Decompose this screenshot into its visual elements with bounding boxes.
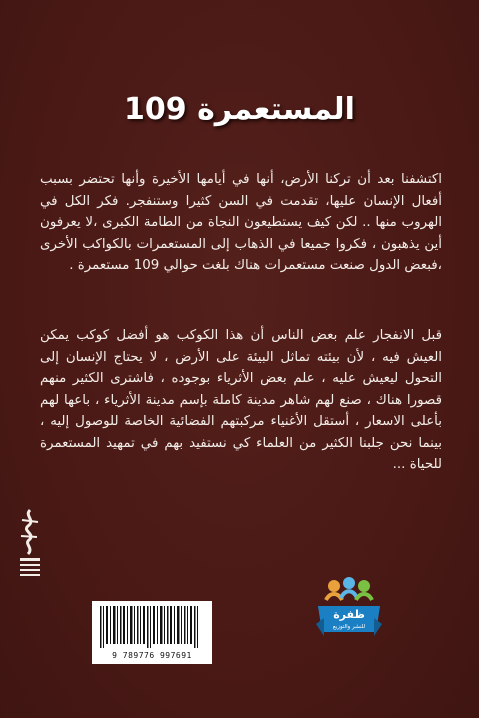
publisher-subtext: للنشر والتوزيع bbox=[332, 624, 366, 630]
barcode-bars-icon bbox=[92, 601, 212, 651]
book-title: المستعمرة 109 bbox=[124, 92, 355, 127]
publisher-name: ظفرة bbox=[333, 608, 365, 621]
synopsis-paragraph-1: اكتشفنا بعد أن تركنا الأرض، أنها في أيامها الأخيرة وأنها تحتضر بسبب أفعال الإنسان عليها، تقدمت في السن كثيرا وستنفجر. فكر الكل في الهروب منها .. لكن كيف يستطيعون النجاة من الطامة الكبرى ،لا يعرفون أين يذهبون ، فكروا جميعا في الذهاب إلى المستعمرات بالكواكب الأخرى ،فبعض الدول صنعت مستعمرات هناك بلغت حوالي 109 مستعمرة . bbox=[40, 172, 442, 273]
calligraphy-logo-icon bbox=[14, 506, 46, 586]
publisher-logo-icon bbox=[312, 574, 386, 650]
isbn-barcode bbox=[92, 601, 212, 664]
synopsis-paragraph-2: قبل الانفجار علم بعض الناس أن هذا الكوكب هو أفضل كوكب يمكن العيش فيه ، لأن بيئته تماثل البيئة على الأرض ، لا يحتاج الإنسان إلى التحول ليعيش عليه ، علم بعض الأثرياء بوجوده ، فاشترى الكثير منهم قصورا هناك ، صنع لهم شاهر مدينة كاملة بإسم مدينة الأثرياء ، باعها لهم بأعلى الاسعار ، أستقل الأغنياء مركبتهم الفضائية الخاصة للوصول إليه ، بينما نحن جلبنا الكثير من العلماء كي نستفيد بهم في تمهيد المستعمرة للحياة ... bbox=[40, 328, 442, 472]
isbn-number: 9 789776 997691 bbox=[112, 651, 192, 660]
